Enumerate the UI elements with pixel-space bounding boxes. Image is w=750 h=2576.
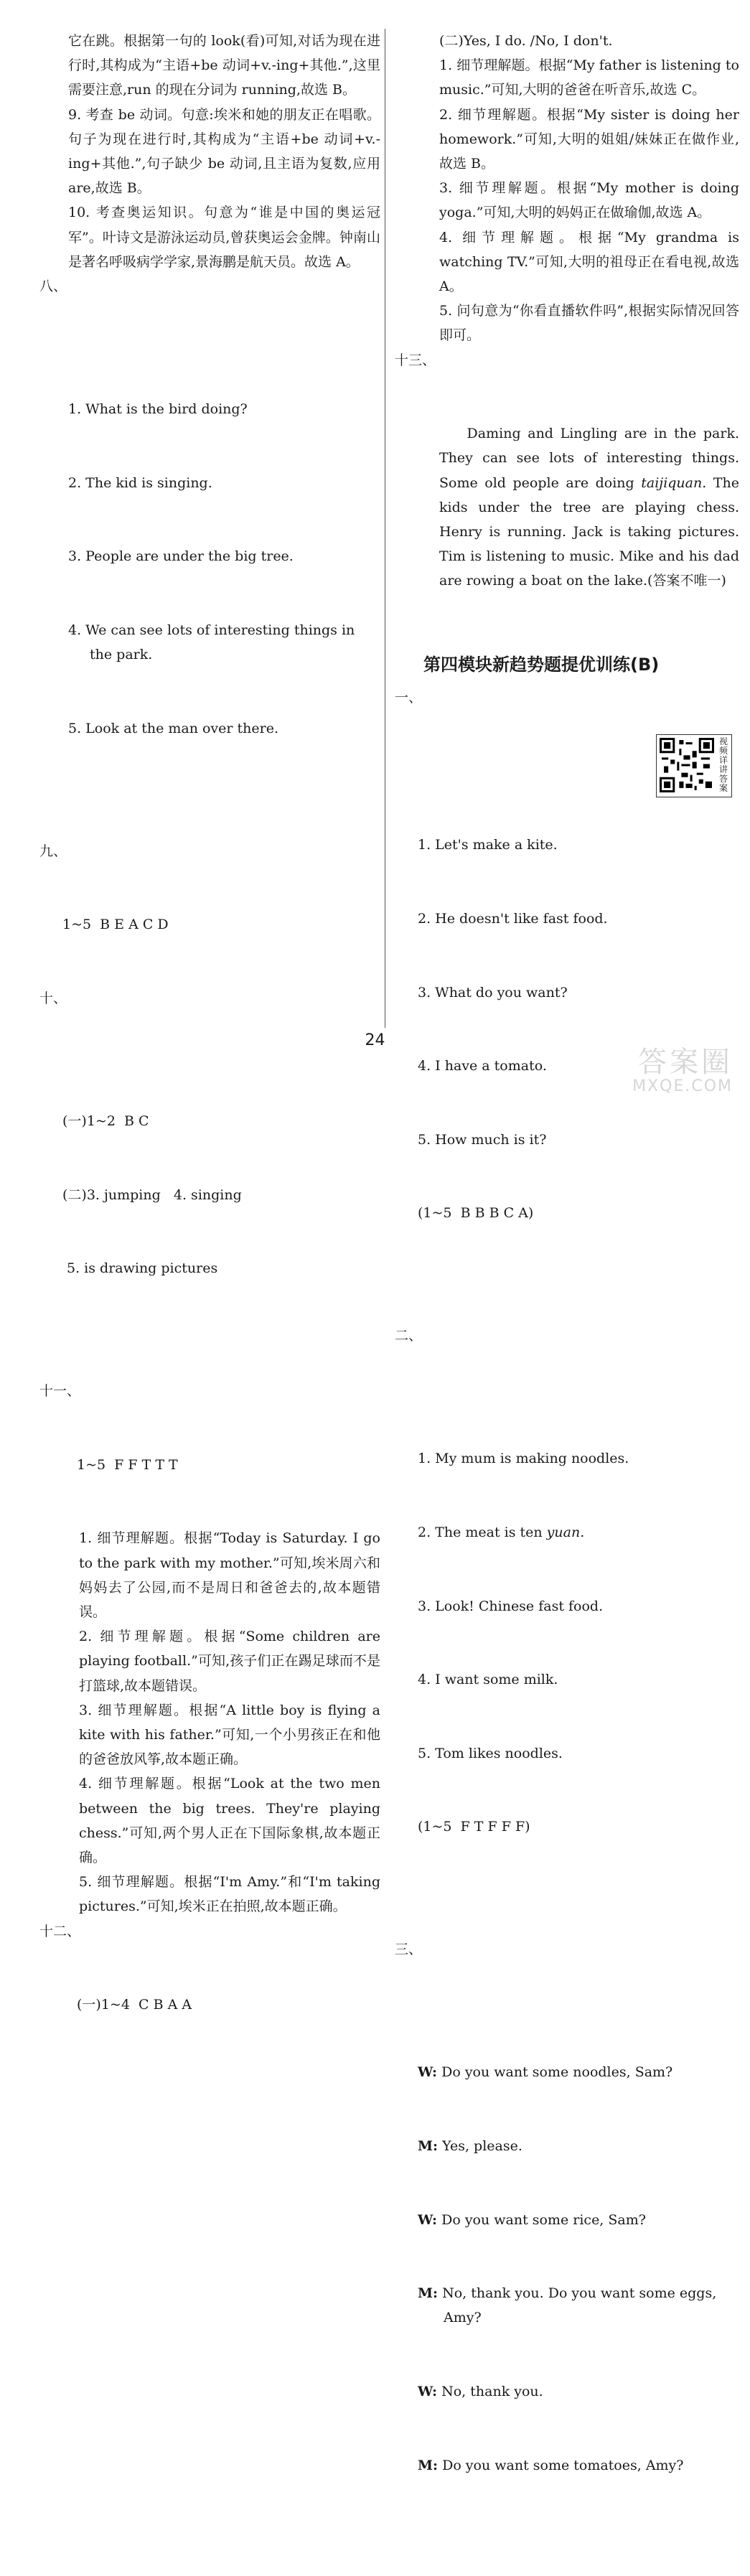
item-italic: yuan: [546, 1524, 581, 1540]
section-11-explanation: 1. 细节理解题。根据“Today is Saturday. I go to the park with my mother.”可知,埃米周六和妈妈去了公园,而不是周日和爸爸去的,故本题错误。: [79, 1530, 385, 1620]
section-b3: [395, 1937, 739, 2575]
section-b2-item: 1. My mum is making noodles.: [418, 1451, 629, 1467]
section-12-explanation: 5. 问句意为“你看直播软件吗”,根据实际情况回答即可。: [439, 303, 739, 344]
passage-text: Daming and Lingling are in the park. They can see lots of interesting things. Some old people are doing: [439, 426, 744, 491]
section-11: [39, 1379, 380, 1526]
item-text: 2. The meat is ten: [418, 1524, 547, 1540]
dialog-line: [418, 2281, 739, 2330]
qr-code-icon: [660, 738, 714, 792]
dialog-text: Do you want some noodles, Sam?: [441, 2064, 673, 2081]
watermark-top: 答案圈: [638, 1046, 733, 1079]
page-number: 24: [365, 1031, 385, 1049]
speaker: W:: [418, 2211, 438, 2228]
section-b1-item: 2. He doesn't like fast food.: [418, 910, 608, 927]
speaker: M:: [418, 2457, 439, 2473]
section-11-explanation: 3. 细节理解题。根据“A little boy is flying a kite with his father.”可知,一个小男孩正在和他的爸爸放风筝,故本题正确。: [79, 1702, 385, 1768]
answer-9: 9. 考查 be 动词。句意:埃米和她的朋友正在唱歌。句子为现在进行时,其构成为“主语+be 动词+v.-ing+其他.”,句子缺少 be 动词,且主语为复数,应用 are,故选 B。: [68, 106, 385, 197]
speaker: W:: [418, 2064, 438, 2081]
section-8-item: 1. What is the bird doing?: [68, 401, 248, 418]
section-b2-label: 二、: [395, 1328, 423, 1344]
section-12-explanation: 3. 细节理解题。根据“My mother is doing yoga.”可知,大明的妈妈正在做瑜伽,故选 A。: [439, 180, 744, 221]
section-b2-item: 3. Look! Chinese fast food.: [418, 1598, 604, 1614]
watermark-logo: [611, 1039, 740, 1097]
section-b2: [395, 1324, 739, 1937]
section-b1-label: 一、: [395, 690, 423, 706]
section-12-label: 十二、: [39, 1923, 81, 1939]
section-8-item: 5. Look at the man over there.: [68, 720, 279, 736]
section-b3-label: 三、: [395, 1942, 423, 1958]
dialog-line: [418, 2379, 739, 2404]
section-11-explanation: 2. 细节理解题。根据“Some children are playing football.”可知,孩子们正在踢足球而不是打篮球,故本题错误。: [79, 1629, 385, 1694]
section-12-explanation: 4. 细节理解题。根据“My grandma is watching TV.”可知,大明的祖母正在看电视,故选 A。: [439, 229, 744, 295]
section-8-item: 2. The kid is singing.: [68, 474, 212, 491]
section-13-passage: [395, 421, 744, 593]
dialog-line: [418, 2453, 739, 2478]
answer-8-continued: 它在跳。根据第一句的 look(看)可知,对话为现在进行时,其构成为“主语+be 动词+v.-ing+其他.”,这里需要注意,run 的现在分词为 running,故选 B。: [68, 33, 380, 98]
section-11-explanation: 4. 细节理解题。根据“Look at the two men between the big trees. They're playing chess.”可知,两个男人正在下国际象棋,故本题正确。: [79, 1776, 385, 1866]
section-10-part-2: (二)3. jumping 4. singing: [62, 1186, 242, 1203]
section-b2-item: [418, 1520, 739, 1545]
section-10-part-3: 5. is drawing pictures: [67, 1260, 218, 1277]
item-text: .: [580, 1524, 585, 1540]
qr-code[interactable]: [656, 734, 732, 797]
section-b1-item: 4. I have a tomato.: [418, 1058, 547, 1074]
section-9-answers: 1~5 B E A C D: [62, 917, 169, 933]
passage-text: . The kids under the tree are playing chess. Henry is running. Jack is taking pictures. Tim is listening to music. Mike and his dad are rowing a boat on the lake.(答案不唯一): [439, 474, 744, 589]
section-b2-item: 4. I want some milk.: [418, 1672, 558, 1688]
section-b2-item: 5. Tom likes noodles.: [418, 1745, 563, 1761]
section-8-label: 八、: [39, 278, 67, 295]
qr-code-caption: 视频详讲答案: [718, 736, 728, 794]
speaker: M:: [418, 2285, 439, 2302]
section-8-item: 3. People are under the big tree.: [68, 548, 294, 565]
section-8-item: 4. We can see lots of interesting things in the park.: [68, 622, 360, 663]
section-13-label: 十三、: [395, 352, 436, 368]
section-b1-item: 3. What do you want?: [418, 984, 568, 1001]
section-b1-item: 1. Let's make a kite.: [418, 837, 558, 853]
section-11-answers: 1~5 F F T T T: [77, 1456, 178, 1473]
speaker: W:: [418, 2384, 438, 2400]
module-heading: 第四模块新趋势题提优训练(B): [423, 655, 660, 675]
section-13: [395, 348, 744, 642]
watermark-bottom: MXQE.COM: [632, 1077, 733, 1095]
speaker: M:: [418, 2138, 439, 2155]
section-9-label: 九、: [39, 843, 67, 859]
section-b1-answers: (1~5 B B B C A): [418, 1205, 534, 1222]
section-9: [39, 839, 380, 986]
dialog-text: No, thank you. Do you want some eggs, Amy?: [442, 2285, 721, 2326]
right-column: [395, 29, 744, 2576]
section-b1-item: 5. How much is it?: [418, 1131, 547, 1148]
dialog-text: Do you want some tomatoes, Amy?: [442, 2457, 684, 2473]
dialog-text: Do you want some rice, Sam?: [441, 2211, 646, 2228]
dialog-text: No, thank you.: [441, 2384, 543, 2400]
section-10-part-1: (一)1~2 B C: [62, 1113, 149, 1129]
dialog-text: Yes, please.: [442, 2138, 522, 2155]
dialog-line: [418, 2060, 739, 2084]
section-12: [39, 1919, 380, 2066]
section-11-label: 十一、: [39, 1383, 81, 1400]
passage-italic: taijiquan: [641, 474, 703, 491]
dialog-line: [418, 2208, 739, 2232]
section-b2-answers: (1~5 F T F F F): [418, 1819, 530, 1835]
section-12-answers: (一)1~4 C B A A: [77, 1997, 192, 2013]
section-12-explanation: 1. 细节理解题。根据“My father is listening to music.”可知,大明的爸爸在听音乐,故选 C。: [439, 57, 744, 98]
dialog-line: [418, 2134, 739, 2158]
section-10-label: 十、: [39, 990, 67, 1006]
answer-10: 10. 考查奥运知识。句意为“谁是中国的奥运冠军”。叶诗文是游泳运动员,曾获奥运会金牌。钟南山是著名呼吸病学学家,景海鹏是航天员。故选 A。: [68, 205, 380, 270]
section-12-explanation: 2. 细节理解题。根据“My sister is doing her homework.”可知,大明的姐姐/妹妹正在做作业,故选 B。: [439, 106, 744, 172]
section-b1: [395, 685, 739, 1324]
section-8: [39, 274, 380, 839]
section-12-part-2: (二)Yes, I do. /No, I don't.: [439, 33, 613, 49]
section-11-explanation: 5. 细节理解题。根据“I'm Amy.”和“I'm taking pictures.”可知,埃米正在拍照,故本题正确。: [79, 1874, 385, 1915]
